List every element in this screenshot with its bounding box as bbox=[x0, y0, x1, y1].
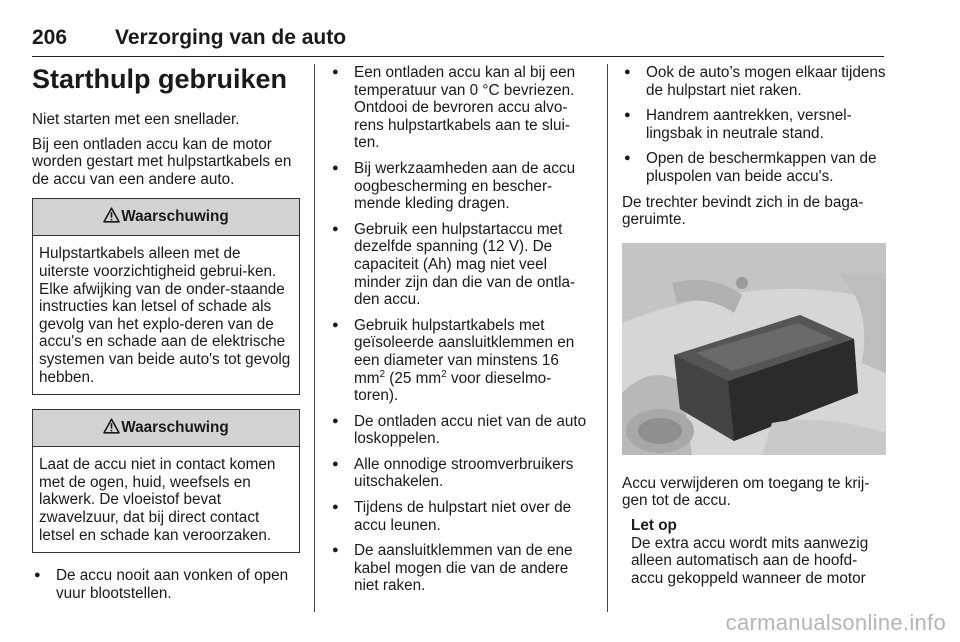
page-header bbox=[32, 26, 884, 57]
intro-paragraph-2: Bij een ontladen accu kan de motor worden gestart met hulpstartkabels en de accu van een andere auto. bbox=[32, 135, 292, 188]
superscript: 2 bbox=[379, 368, 386, 380]
battery-photo bbox=[622, 243, 886, 455]
list-item: ● Handrem aantrekken, versnel-lingsbak in neutrale stand. bbox=[622, 107, 886, 142]
column-divider bbox=[314, 64, 315, 612]
body-paragraph: Accu verwijderen om toegang te krij-gen tot de accu. bbox=[622, 474, 870, 510]
column-2 bbox=[330, 64, 592, 603]
list-item: ● Open de beschermkappen van de pluspolen van beide accu's. bbox=[622, 150, 886, 185]
warning-header bbox=[33, 199, 299, 236]
column-divider bbox=[607, 64, 608, 612]
list-item: ● Gebruik een hulpstartaccu met dezelfde spanning (12 V). De capaciteit (Ah) mag niet veel minder zijn dan die van de ontla-den accu. bbox=[330, 221, 592, 309]
bullet-list bbox=[32, 567, 300, 602]
note-title: Let op bbox=[631, 516, 677, 534]
warning-triangle-icon bbox=[103, 207, 120, 223]
cable-spec-text: voor dieselmo-toren). bbox=[354, 369, 552, 405]
column-3 bbox=[622, 64, 886, 587]
bullet-list bbox=[330, 64, 592, 595]
list-item: ● Tijdens de hulpstart niet over de accu leunen. bbox=[330, 499, 592, 534]
warning-header bbox=[33, 410, 299, 447]
warning-text: Laat de accu niet in contact komen met de ogen, huid, weefsels en lakwerk. De vloeistof bevat zwavelzuur, dat bij direct contact letsel en schade kan veroorzaken. bbox=[39, 456, 276, 544]
cable-spec-text: Gebruik hulpstartkabels met geïsoleerde aansluitklemmen en een diameter van minstens 16 mm bbox=[354, 316, 575, 387]
warning-title: Waarschuwing bbox=[121, 208, 229, 226]
intro-paragraph: Niet starten met een snellader. bbox=[32, 111, 240, 128]
list-item: ● De accu nooit aan vonken of open vuur blootstellen. bbox=[32, 567, 300, 602]
list-item: ● Een ontladen accu kan al bij een temperatuur van 0 °C bevriezen. Ontdooi de bevroren accu alvo-rens hulpstartkabels aan te slui-ten. bbox=[330, 64, 592, 152]
list-item: ● Alle onnodige stroomverbruikers uitschakelen. bbox=[330, 456, 592, 491]
cable-spec-text: (25 mm bbox=[385, 369, 442, 387]
page-number: 206 bbox=[32, 26, 68, 49]
watermark: carmanualsonline.info bbox=[725, 610, 946, 635]
warning-text: Hulpstartkabels alleen met de uiterste voorzichtigheid gebrui-ken. Elke afwijking van de onder-staande instructies kan letsel of schade als gevolg van het explo-deren van de accu's en schade aan de elektrische systemen van beide auto's tot gevolg hebben. bbox=[39, 245, 291, 386]
note-text: De extra accu wordt mits aanwezig alleen automatisch aan de hoofd-accu gekoppeld wanneer de motor bbox=[631, 534, 869, 587]
chapter-title: Verzorging van de auto bbox=[115, 26, 347, 49]
list-item: ● De aansluitklemmen van de ene kabel mogen die van de andere niet raken. bbox=[330, 542, 592, 595]
list-item: ● De ontladen accu niet van de auto loskoppelen. bbox=[330, 413, 592, 448]
body-paragraph: De trechter bevindt zich in de baga-geruimte. bbox=[622, 193, 864, 229]
warning-box-1 bbox=[32, 198, 300, 395]
warning-title: Waarschuwing bbox=[121, 419, 229, 437]
battery-compartment-illustration bbox=[622, 243, 886, 455]
note-block bbox=[622, 517, 886, 587]
column-1 bbox=[32, 64, 300, 610]
section-title: Starthulp gebruiken bbox=[32, 64, 288, 94]
list-item: ● Bij werkzaamheden aan de accu oogbescherming en bescher-mende kleding dragen. bbox=[330, 160, 592, 213]
bullet-list bbox=[622, 64, 886, 186]
superscript: 2 bbox=[441, 368, 447, 380]
list-item: ● Ook de auto’s mogen elkaar tijdens de hulpstart niet raken. bbox=[622, 64, 886, 99]
warning-box-2 bbox=[32, 409, 300, 553]
list-item bbox=[330, 317, 592, 405]
warning-triangle-icon bbox=[103, 418, 120, 434]
